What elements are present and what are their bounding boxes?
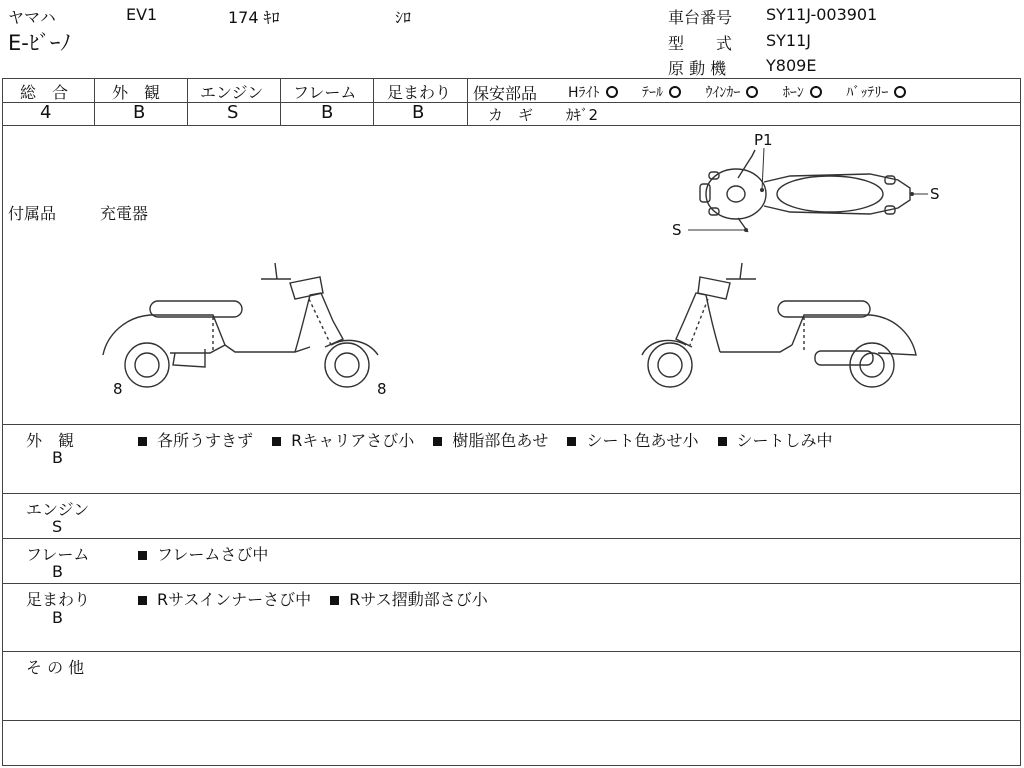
safety-items bbox=[568, 82, 906, 102]
chassis-number-label: 車台番号 bbox=[668, 8, 733, 27]
engine-type-value: Y809E bbox=[766, 56, 817, 75]
grade-engine-label: エンジン bbox=[200, 83, 264, 102]
color: ｼﾛ bbox=[395, 8, 412, 27]
right-view-panel-line bbox=[690, 299, 708, 345]
right-view-handle bbox=[726, 263, 756, 279]
grade-suspension-value: B bbox=[412, 102, 425, 123]
section-line bbox=[2, 651, 1021, 652]
left-view-panel-line bbox=[309, 299, 331, 345]
left-view-muffler bbox=[173, 349, 205, 367]
headlight-label: Hﾗｲﾄ bbox=[568, 85, 600, 101]
horn-label: ﾎｰﾝ bbox=[782, 85, 804, 101]
top-view-s-right-label: S bbox=[930, 185, 940, 203]
grade-col-line bbox=[94, 78, 95, 125]
note-text: シートしみ中 bbox=[736, 431, 833, 450]
bullet-icon bbox=[718, 437, 727, 446]
left-view-handle bbox=[261, 263, 291, 279]
top-view-winker bbox=[709, 172, 719, 179]
bullet-icon bbox=[433, 437, 442, 446]
chassis-number-value: SY11J-003901 bbox=[766, 5, 878, 24]
note-text: 樹脂部色あせ bbox=[452, 431, 549, 450]
grade-col-line bbox=[187, 78, 188, 125]
grade-overall-value: 4 bbox=[40, 102, 52, 123]
grade-col-line bbox=[373, 78, 374, 125]
model-type-value: SY11J bbox=[766, 31, 812, 50]
grade-bottom-line bbox=[2, 125, 1021, 126]
headlight-ok-icon bbox=[606, 86, 618, 98]
left-view-front-fender bbox=[331, 340, 378, 355]
mileage: 174 ｷﾛ bbox=[228, 8, 280, 27]
section-exterior-label: 外 観 bbox=[26, 431, 75, 450]
section-line bbox=[2, 720, 1021, 721]
section-engine-grade: S bbox=[52, 517, 63, 536]
top-view-point-s bbox=[910, 192, 914, 196]
right-view-muffler bbox=[815, 351, 873, 365]
note-text: フレームさび中 bbox=[157, 545, 269, 564]
scooter-top-view bbox=[660, 128, 960, 243]
left-view-front-hub bbox=[335, 353, 359, 377]
top-view-seat bbox=[777, 176, 883, 212]
left-view-rear-mark: 8 bbox=[113, 380, 123, 398]
taillight-ok-icon bbox=[669, 86, 681, 98]
grade-col-line bbox=[280, 78, 281, 125]
top-view-body bbox=[764, 174, 910, 214]
scooter-right-view bbox=[630, 255, 930, 390]
bullet-icon bbox=[272, 437, 281, 446]
grade-frame-value: B bbox=[321, 102, 334, 123]
grade-overall-label: 総 合 bbox=[20, 83, 69, 102]
maker: ヤマハ bbox=[8, 8, 56, 27]
safety-label: 保安部品 bbox=[473, 84, 538, 103]
left-view-rear-body bbox=[103, 315, 225, 355]
accessories-value: 充電器 bbox=[100, 204, 149, 223]
bullet-icon bbox=[330, 596, 339, 605]
left-view-front-mark: 8 bbox=[377, 380, 387, 398]
note-text: Rサス摺動部さび小 bbox=[349, 590, 488, 609]
winker-label: ｳｲﾝｶｰ bbox=[705, 85, 741, 101]
model-code: EV1 bbox=[126, 5, 158, 24]
section-suspension-grade: B bbox=[52, 608, 63, 627]
top-view-p1-label: P1 bbox=[754, 131, 773, 149]
right-view-headlight bbox=[698, 277, 730, 299]
horn-ok-icon bbox=[810, 86, 822, 98]
top-view-headlight bbox=[727, 186, 745, 202]
taillight-label: ﾃｰﾙ bbox=[641, 85, 663, 101]
key-value: ｶｷﾞ2 bbox=[566, 106, 599, 124]
right-view-front-hub bbox=[658, 353, 682, 377]
top-view-front bbox=[706, 169, 766, 219]
model-type-label: 型 式 bbox=[668, 34, 733, 53]
grade-col-line bbox=[467, 78, 468, 125]
top-view-mirror bbox=[700, 184, 710, 202]
note-text: シート色あせ小 bbox=[586, 431, 699, 450]
left-view-rear-wheel bbox=[125, 343, 169, 387]
grade-exterior-label: 外 観 bbox=[112, 83, 161, 102]
section-exterior-notes bbox=[138, 428, 847, 451]
note-text: 各所うすきず bbox=[157, 431, 254, 450]
grade-exterior-value: B bbox=[133, 102, 146, 123]
section-frame-notes bbox=[138, 542, 282, 565]
scooter-left-view bbox=[95, 255, 395, 400]
note-text: Rサスインナーさび中 bbox=[157, 590, 312, 609]
top-view-point-p1 bbox=[760, 188, 764, 192]
accessories-label: 付属品 bbox=[8, 204, 57, 223]
right-view-floor bbox=[720, 345, 792, 352]
top-view-s-left-label: S bbox=[672, 221, 682, 239]
section-suspension-label: 足まわり bbox=[26, 590, 91, 609]
section-line bbox=[2, 538, 1021, 539]
engine-type-label: 原 動 機 bbox=[668, 59, 727, 78]
vehicle-name: E-ﾋﾞｰﾉ bbox=[8, 31, 71, 55]
safety-divider bbox=[467, 102, 1021, 103]
battery-ok-icon bbox=[894, 86, 906, 98]
right-view-front-fender bbox=[642, 340, 686, 355]
left-view-headlight bbox=[290, 277, 323, 299]
section-line bbox=[2, 493, 1021, 494]
bullet-icon bbox=[138, 437, 147, 446]
top-view-point-s bbox=[744, 228, 748, 232]
battery-label: ﾊﾞｯﾃﾘｰ bbox=[846, 85, 889, 101]
section-frame-grade: B bbox=[52, 562, 63, 581]
key-label: カ ギ bbox=[488, 106, 534, 124]
grade-suspension-label: 足まわり bbox=[387, 83, 452, 102]
left-view-rear-hub bbox=[135, 353, 159, 377]
section-exterior-grade: B bbox=[52, 448, 63, 467]
winker-ok-icon bbox=[746, 86, 758, 98]
section-suspension-notes bbox=[138, 587, 502, 610]
section-other-label: そ の 他 bbox=[26, 658, 85, 677]
bullet-icon bbox=[138, 551, 147, 560]
note-text: Rキャリアさび小 bbox=[291, 431, 415, 450]
section-engine-label: エンジン bbox=[26, 500, 90, 519]
diagram-bottom-line bbox=[2, 424, 1021, 425]
section-frame-label: フレーム bbox=[26, 545, 90, 564]
bullet-icon bbox=[138, 596, 147, 605]
grade-engine-value: S bbox=[227, 102, 239, 123]
right-view-rear-body bbox=[792, 315, 916, 355]
section-line bbox=[2, 583, 1021, 584]
right-view-front-wheel bbox=[648, 343, 692, 387]
left-view-front-wheel bbox=[325, 343, 369, 387]
bullet-icon bbox=[567, 437, 576, 446]
grade-frame-label: フレーム bbox=[293, 83, 357, 102]
